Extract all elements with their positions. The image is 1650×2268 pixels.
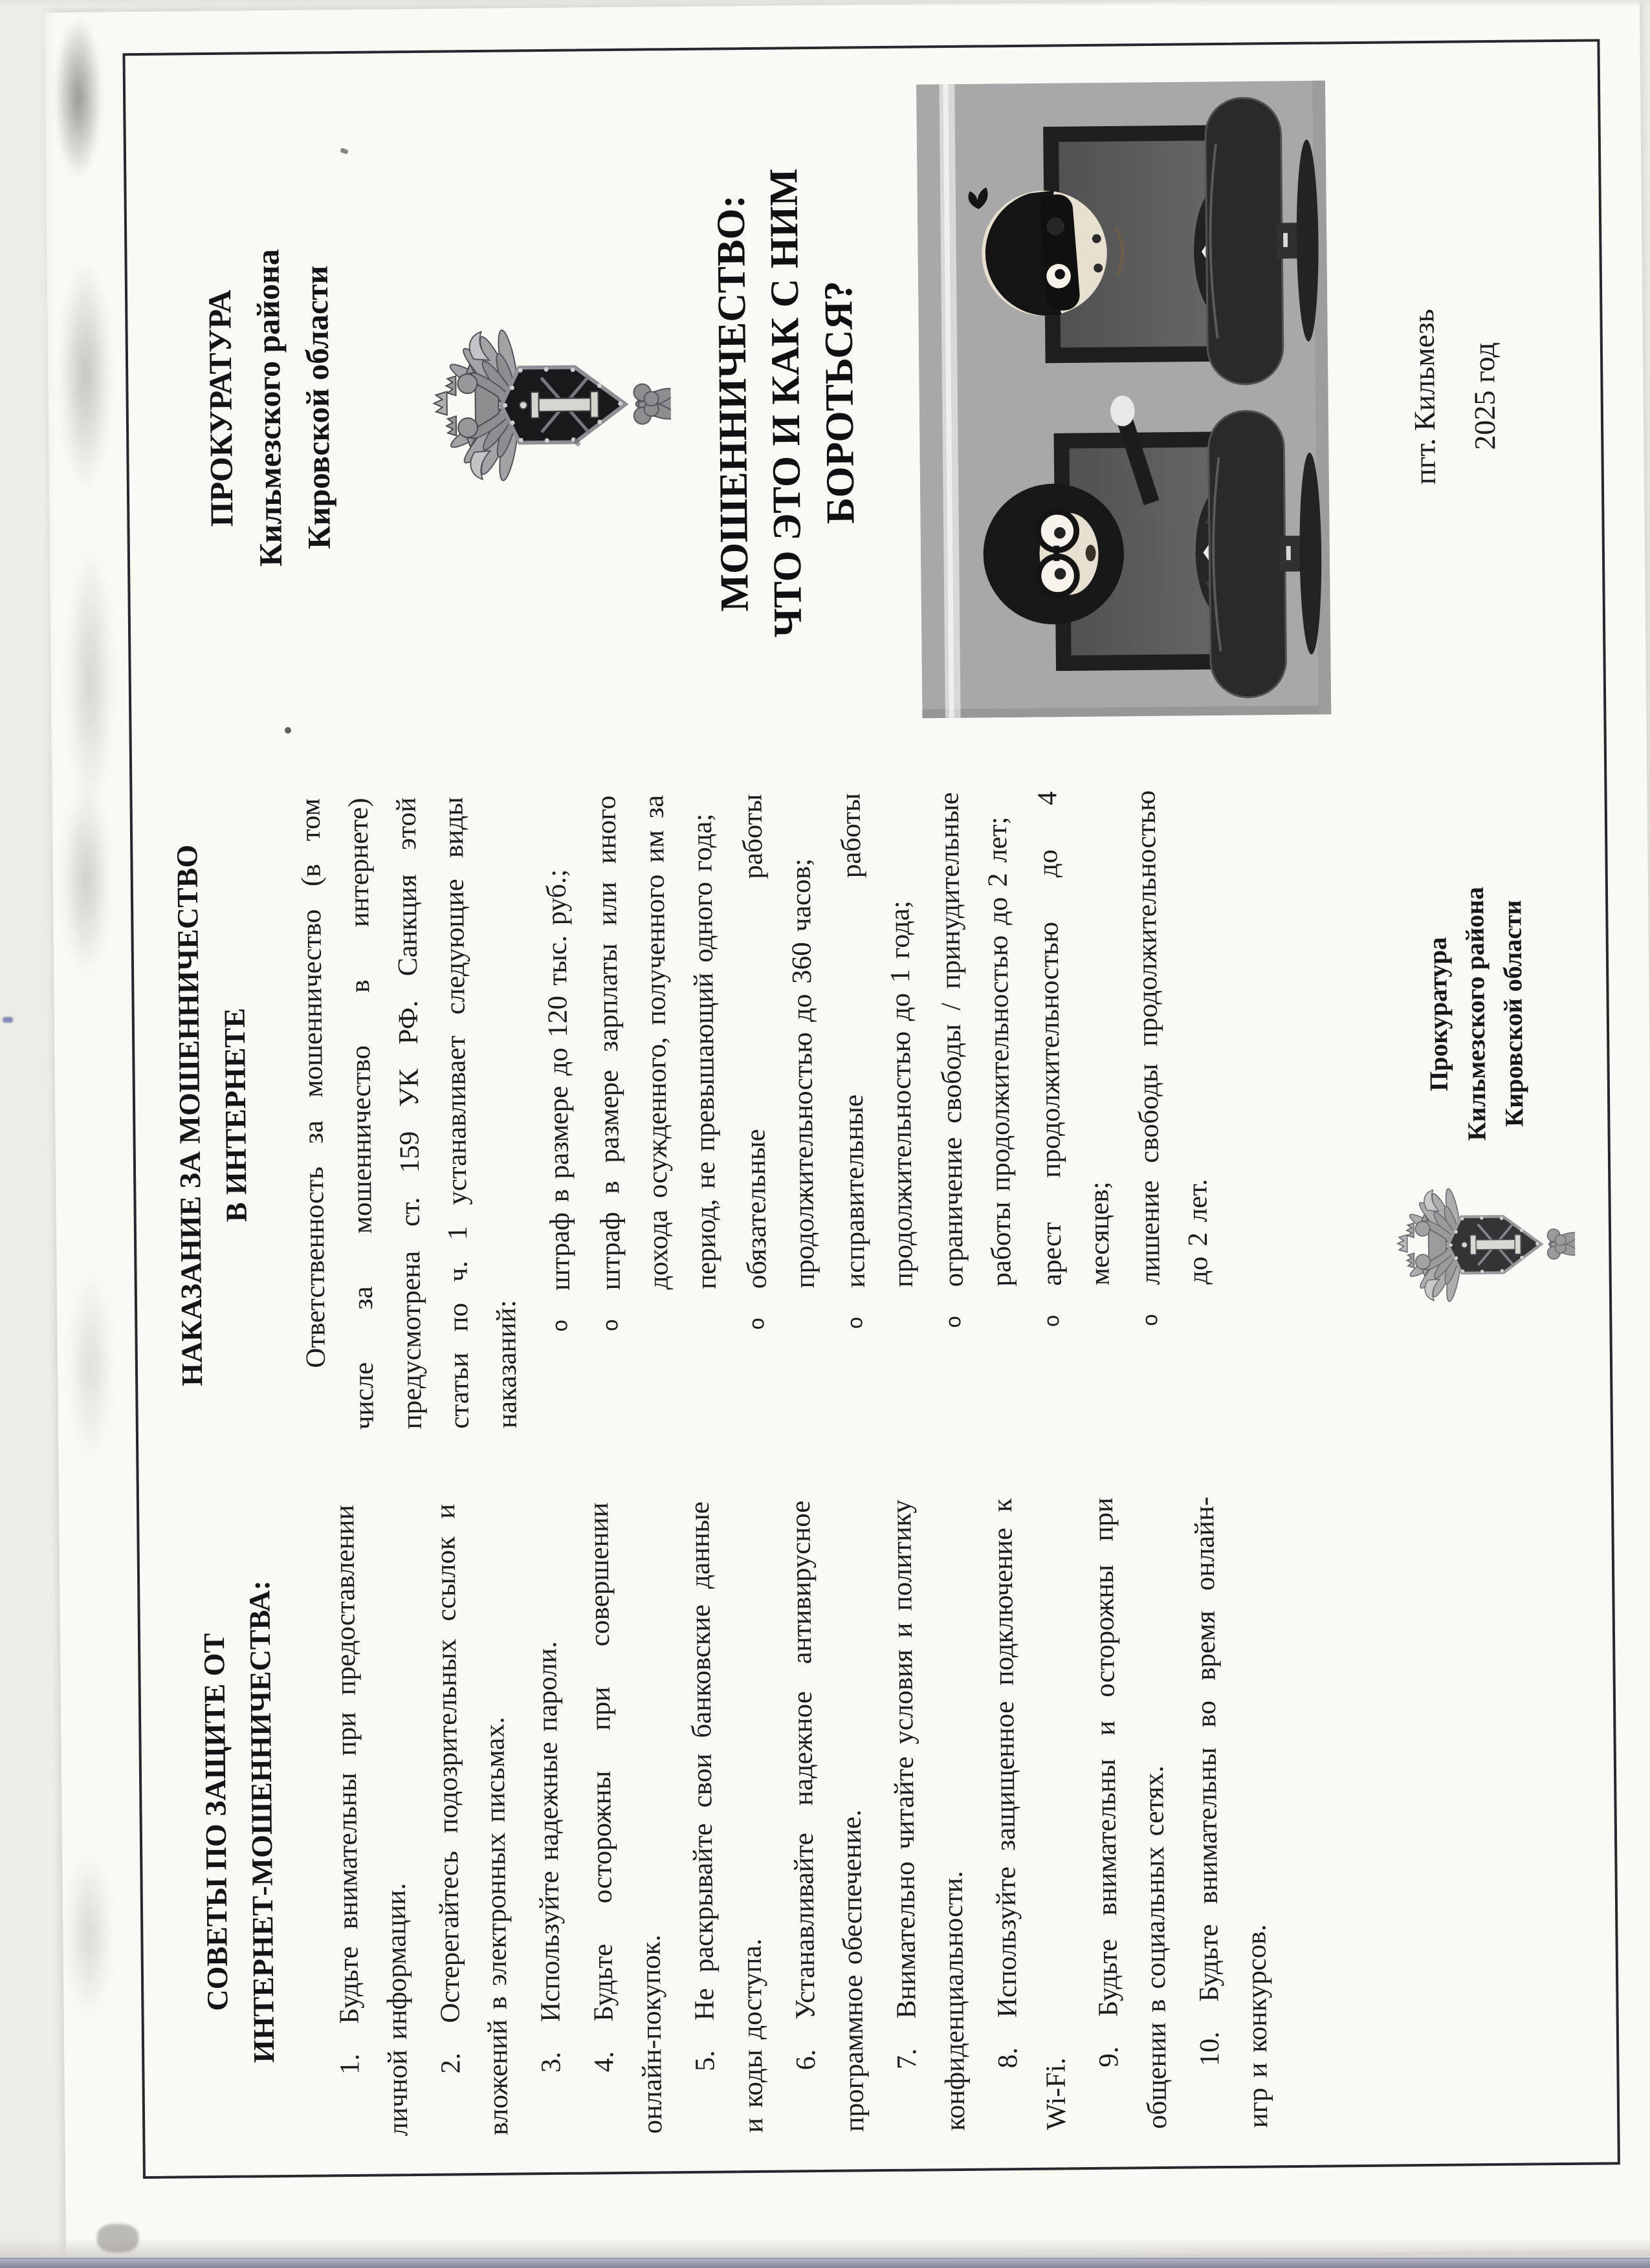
tip-text: Будьте внимательны во время онлайн-игр и конкурсов.	[1189, 1496, 1274, 2128]
bullet-icon: o	[746, 1317, 771, 1331]
tip-number: 2.	[435, 2053, 466, 2074]
tip-item-10	[1181, 1496, 1282, 2129]
tip-number: 5.	[690, 2050, 721, 2071]
tips-heading-line1: СОВЕТЫ ПО ЗАЩИТЕ ОТ	[197, 1633, 234, 2011]
sanction-item-5	[925, 792, 1027, 1424]
prosecutor-emblem-icon	[1380, 1170, 1576, 1320]
fraudsters-illustration	[916, 81, 1331, 719]
tip-number: 9.	[1093, 2046, 1125, 2067]
tip-number: 4.	[589, 2051, 620, 2073]
tip-item-9	[1080, 1497, 1182, 2130]
punishment-intro: Ответственность за мошенничество (в том числе за мошенничество в интернете) предусмотрена ст. 159 УК РФ. Санкция этой статьи по ч. 1 устанавливает следующие виды наказаний:	[295, 796, 523, 1430]
tip-item-6	[777, 1500, 879, 2133]
tip-item-2	[422, 1503, 523, 2136]
sanction-text: арест продолжительностью до 4 месяцев;	[1032, 791, 1116, 1287]
org-title-line2: Кильмезского района	[249, 248, 289, 567]
tip-item-1	[321, 1504, 423, 2137]
prosecutor-signature-block	[1357, 786, 1576, 1420]
tip-item-8	[979, 1498, 1081, 2131]
tip-text: Будьте осторожны при совершении онлайн-покупок.	[584, 1502, 668, 2134]
panel-cover	[125, 41, 1603, 762]
sanction-item-4	[828, 792, 929, 1425]
punishment-heading-line1: НАКАЗАНИЕ ЗА МОШЕННИЧЕСТВО	[170, 844, 209, 1387]
tip-number: 6.	[791, 2049, 822, 2071]
sanction-text: ограничение свободы / принудительные работы продолжительностью до 2 лет;	[934, 792, 1017, 1287]
cover-place: пгт. Кильмезь	[1407, 309, 1442, 485]
signature-line2: Кильмезского района	[1459, 886, 1491, 1141]
sanction-item-1	[533, 796, 586, 1428]
bullet-icon: o	[600, 1318, 624, 1332]
bullet-icon: o	[943, 1315, 967, 1329]
bullet-icon: o	[1139, 1313, 1164, 1327]
bullet-icon: o	[1041, 1314, 1066, 1328]
signature-line3: Кировской области	[1497, 900, 1529, 1128]
bullet-icon: o	[549, 1319, 574, 1333]
tip-text: Используйте защищенное подключение к Wi-Fi.	[987, 1498, 1072, 2130]
prosecutor-emblem-icon	[411, 307, 672, 503]
bullet-icon: o	[844, 1316, 869, 1329]
sanction-text: штраф в размере зарплаты или иного дохода осужденного, полученного им за период, не превышающий одного года;	[591, 794, 723, 1291]
tip-item-7	[878, 1499, 980, 2132]
tip-text: Используйте надежные пароли.	[532, 1641, 567, 2023]
organization-title	[195, 248, 344, 567]
ink-speck	[3, 1017, 13, 1023]
tip-text: Будьте внимательны при предоставлении личной информации.	[329, 1505, 413, 2137]
tip-item-3	[522, 1503, 576, 2135]
tips-heading	[190, 1505, 288, 2138]
org-title-line3: Кировской области	[298, 265, 337, 550]
main-title-line3: БОРОТЬСЯ?	[816, 280, 863, 525]
sanction-item-3	[729, 794, 831, 1426]
sanction-text: лишение свободы продолжительностью до 2 лет.	[1130, 790, 1214, 1285]
panel-punishment	[132, 748, 1611, 1469]
tip-text: Устанавливайте надежное антивирусное программное обеспечение.	[786, 1500, 870, 2132]
signature-line1: Прокуратура	[1422, 937, 1453, 1092]
main-title-line1: МОШЕННИЧЕСТВО:	[709, 195, 757, 612]
panel-internet-fraud-tips	[138, 1456, 1617, 2176]
tip-text: Внимательно читайте условия и политику конфиденциальности.	[886, 1499, 971, 2132]
tip-number: 10.	[1194, 2031, 1226, 2067]
tips-heading-line2: ИНТЕРНЕТ-МОШЕННИЧЕСТВА:	[243, 1580, 281, 2064]
sanction-text: исправительные работы продолжительностью до 1 года;	[835, 792, 919, 1289]
sanction-item-7	[1122, 790, 1224, 1423]
punishment-heading	[164, 799, 262, 1432]
sanction-text: штраф в размере до 120 тыс. руб.;	[541, 869, 577, 1291]
sanction-item-2	[583, 794, 732, 1428]
sanction-item-6	[1024, 791, 1125, 1423]
printed-border-frame	[122, 39, 1620, 2179]
tip-item-5	[676, 1501, 778, 2133]
tip-number: 8.	[993, 2047, 1024, 2069]
sanction-text: обязательные работы продолжительностью до 360 часов;	[737, 794, 820, 1289]
tip-number: 7.	[892, 2048, 923, 2069]
org-title-line1: ПРОКУРАТУРА	[201, 289, 240, 527]
tip-text: Будьте внимательны и осторожны при общении в социальных сетях.	[1088, 1497, 1173, 2130]
cover-year: 2025 год	[1468, 342, 1502, 450]
leaflet-main-title	[704, 168, 868, 638]
punishment-heading-line2: В ИНТЕРНЕТЕ	[217, 1007, 254, 1223]
tip-text: Остерегайтесь подозрительных ссылок и вложений в электронных письмах.	[430, 1503, 514, 2136]
tip-number: 3.	[536, 2051, 567, 2073]
tip-text: Не раскрывайте свои банковские данные и коды доступа.	[685, 1501, 769, 2133]
leaflet-paper	[45, 0, 1650, 2265]
main-title-line2: ЧТО ЭТО И КАК С НИМ	[762, 168, 811, 638]
tip-item-4	[575, 1502, 677, 2135]
tip-number: 1.	[334, 2053, 366, 2075]
prosecutor-signature-text	[1418, 886, 1534, 1141]
